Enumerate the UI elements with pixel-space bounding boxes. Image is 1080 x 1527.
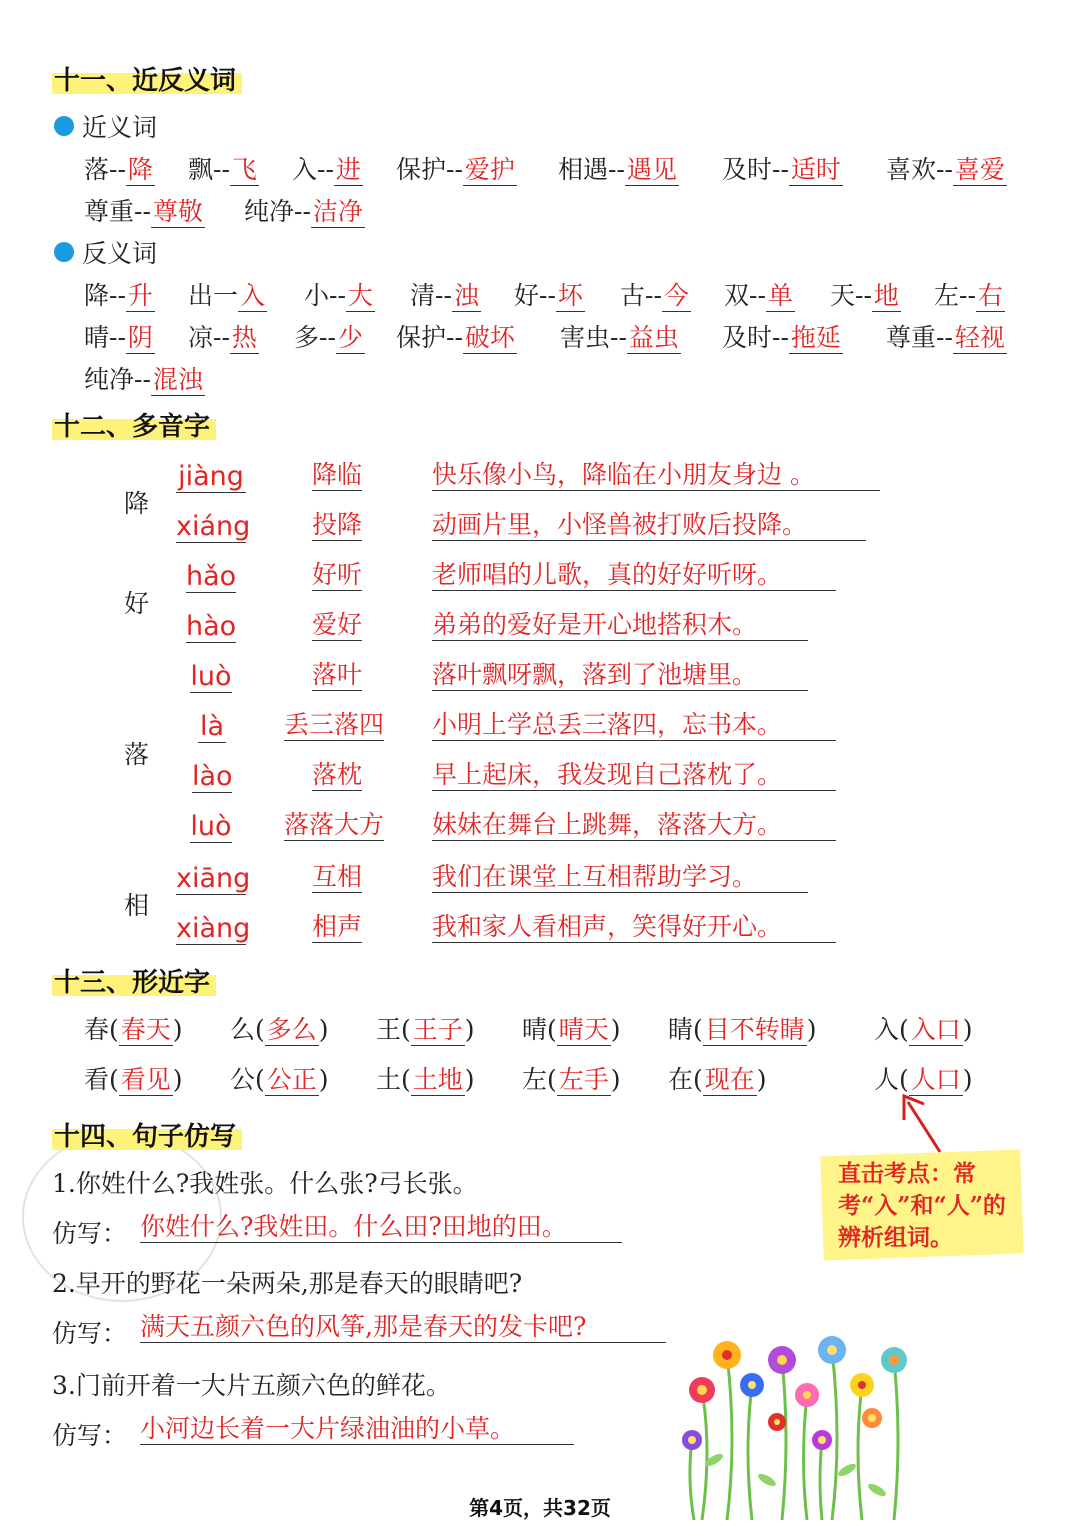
imitation-row: 仿写： (52, 1219, 128, 1248)
similar-char-item: 入(入口) (874, 1015, 973, 1044)
polyphone-word: 好听 (312, 560, 363, 589)
pinyin: jiàng (176, 462, 246, 493)
antonym-pair: 凉--热 (188, 323, 257, 352)
polyphone-word: 降临 (312, 460, 363, 489)
synonyms-label: 近义词 (82, 113, 158, 142)
antonym-pair: 纯净--混浊 (84, 365, 203, 394)
example-sentence: 我和家人看相声，笑得好开心。 (432, 912, 836, 943)
similar-char-item: 么(多么) (230, 1015, 329, 1044)
example-sentence: 早上起床，我发现自己落枕了。 (432, 760, 836, 791)
pinyin: hào (186, 611, 237, 642)
sentence-question: 3.门前开着一大片五颜六色的鲜花。 (52, 1371, 451, 1400)
pinyin: xiàng (176, 913, 251, 944)
synonym-pair: 入--进 (292, 155, 361, 184)
synonyms-subheading (54, 108, 157, 144)
similar-char-item: 人(人口) (874, 1065, 973, 1094)
example-sentence: 弟弟的爱好是开心地搭积木。 (432, 610, 808, 641)
similar-char-item: 在(现在) (668, 1065, 767, 1094)
imitation-answer: 满天五颜六色的风筝,那是春天的发卡吧? (140, 1312, 666, 1343)
arrow-icon (890, 1090, 950, 1160)
synonym-pair: 喜欢--喜爱 (886, 155, 1005, 184)
antonym-pair: 降--升 (84, 281, 153, 310)
sentence-question: 2.早开的野花一朵两朵,那是春天的眼睛吧? (52, 1269, 523, 1298)
similar-char-item: 左(左手) (522, 1065, 621, 1094)
section-13-title: 十三、形近字 (52, 962, 216, 999)
synonym-pair: 落--降 (84, 155, 153, 184)
antonyms-label: 反义词 (82, 239, 158, 268)
pinyin: luò (190, 661, 232, 692)
synonym-pair: 相遇--遇见 (558, 155, 677, 184)
synonym-pair: 尊重--尊敬 (84, 197, 203, 226)
imitation-answer: 小河边长着一大片绿油油的小草。 (140, 1414, 574, 1445)
imitation-row: 仿写： (52, 1421, 128, 1450)
section-14-title: 十四、句子仿写 (52, 1116, 242, 1153)
example-sentence: 快乐像小鸟，降临在小朋友身边 。 (432, 460, 880, 491)
antonym-pair: 左--右 (934, 281, 1003, 310)
antonym-pair: 出一入 (188, 281, 266, 310)
example-sentence: 动画片里，小怪兽被打败后投降。 (432, 510, 866, 541)
synonym-pair: 飘--飞 (188, 155, 257, 184)
polyphone-word: 落落大方 (284, 810, 385, 839)
example-sentence: 落叶飘呀飘，落到了池塘里。 (432, 660, 808, 691)
antonyms-subheading (54, 234, 157, 270)
example-sentence: 妹妹在舞台上跳舞，落落大方。 (432, 810, 836, 841)
example-sentence: 我们在课堂上互相帮助学习。 (432, 862, 808, 893)
polyphone-word: 丢三落四 (284, 710, 385, 739)
pinyin: luò (190, 811, 232, 842)
antonym-pair: 小--大 (304, 281, 373, 310)
section-12-title: 十二、多音字 (52, 406, 216, 443)
synonym-pair: 及时--适时 (722, 155, 841, 184)
antonym-pair: 及时--拖延 (722, 323, 841, 352)
polyphone-word: 投降 (312, 510, 363, 539)
example-sentence: 小明上学总丢三落四，忘书本。 (432, 710, 836, 741)
antonym-pair: 好--坏 (514, 281, 583, 310)
antonym-pair: 清--浊 (410, 281, 479, 310)
imitation-answer: 你姓什么?我姓田。什么田?田地的田。 (140, 1212, 622, 1243)
polyphone-word: 爱好 (312, 610, 363, 639)
polyphone-word: 互相 (312, 862, 363, 891)
similar-char-item: 土(土地) (376, 1065, 475, 1094)
polyphone-char: 好 (124, 589, 150, 618)
example-sentence: 老师唱的儿歌，真的好好听呀。 (432, 560, 836, 591)
page-footer: 第4页，共32页 (469, 1496, 611, 1520)
similar-char-item: 公(公正) (230, 1065, 329, 1094)
section-11-title: 十一、近反义词 (52, 60, 242, 97)
polyphone-word: 落枕 (312, 760, 363, 789)
similar-char-item: 晴(晴天) (522, 1015, 621, 1044)
similar-char-item: 王(王子) (376, 1015, 475, 1044)
pinyin: là (199, 711, 225, 742)
sentence-question: 1.你姓什么?我姓张。什么张?弓长张。 (52, 1169, 478, 1198)
similar-char-item: 春(春天) (84, 1015, 183, 1044)
polyphone-char: 落 (124, 740, 150, 769)
pinyin: lào (192, 761, 233, 792)
antonym-pair: 尊重--轻视 (886, 323, 1005, 352)
pinyin: xiāng (176, 863, 251, 894)
polyphone-word: 相声 (312, 912, 363, 941)
similar-char-item: 睛(目不转睛) (668, 1015, 817, 1044)
antonym-pair: 害虫--益虫 (560, 323, 679, 352)
bullet-dot-icon (54, 116, 74, 136)
pinyin: hǎo (186, 561, 237, 592)
imitation-row: 仿写： (52, 1319, 128, 1348)
pinyin: xiáng (176, 511, 251, 542)
antonym-pair: 双--单 (724, 281, 793, 310)
antonym-pair: 保护--破坏 (396, 323, 515, 352)
callout-note: 直击考点：常考“入”和“人”的辨析组词。 (838, 1160, 1006, 1251)
antonym-pair: 晴--阴 (84, 323, 153, 352)
synonym-pair: 保护--爱护 (396, 155, 515, 184)
synonym-pair: 纯净--洁净 (244, 197, 363, 226)
antonym-pair: 古--今 (620, 281, 689, 310)
polyphone-char: 降 (124, 489, 150, 518)
antonym-pair: 多--少 (294, 323, 363, 352)
similar-char-item: 看(看见) (84, 1065, 183, 1094)
polyphone-word: 落叶 (312, 660, 363, 689)
bullet-dot-icon (54, 242, 74, 262)
polyphone-char: 相 (124, 891, 150, 920)
antonym-pair: 天--地 (830, 281, 899, 310)
